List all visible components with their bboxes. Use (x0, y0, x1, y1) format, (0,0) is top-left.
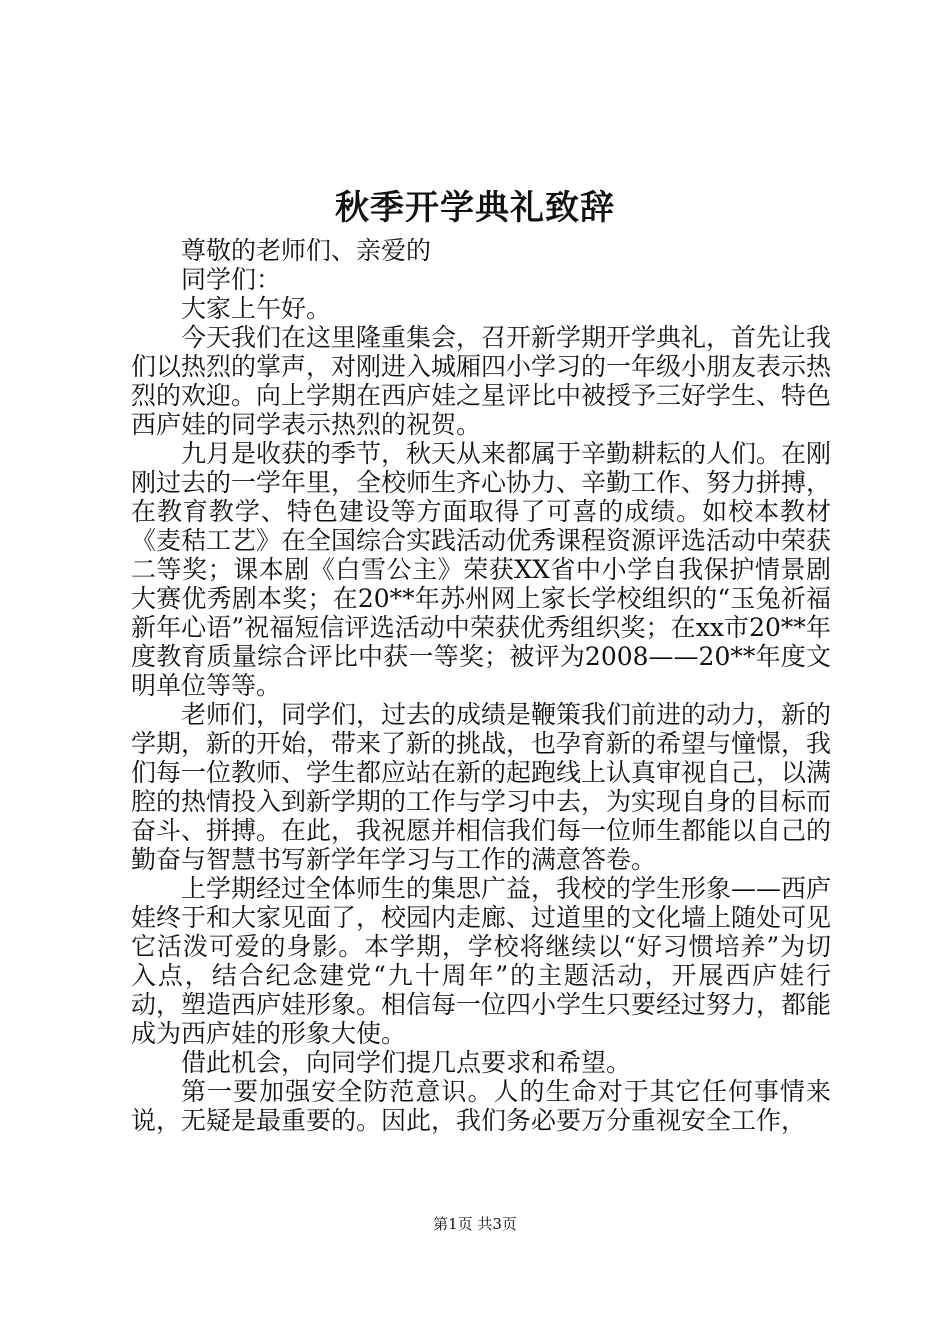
paragraph-safety: 第一要加强安全防范意识。人的生命对于其它任何事情来说，无疑是最重要的。因此，我们务必要万分重视安全工作， (131, 1077, 831, 1135)
paragraph-greeting: 尊敬的老师们、亲爱的 (181, 236, 432, 265)
paragraph-achievements: 九月是收获的季节，秋天从来都属于辛勤耕耘的人们。在刚刚过去的一学年里，全校师生齐心协力、辛勤工作、努力拼搏，在教育教学、特色建设等方面取得了可喜的成绩。如校本教材《麦秸工艺》在全国综合实践活动优秀课程资源评选活动中荣获二等奖；课本剧《白雪公主》荣获XX省中小学自我保护情景剧大赛优秀剧本奖；在20**年苏州网上家长学校组织的“玉兔祈福新年心语”祝福短信评选活动中荣获优秀组织奖；在xx市20**年度教育质量综合评比中获一等奖；被评为2008——20**年度文明单位等等。 (131, 439, 832, 700)
page-footer: 第1页 共3页 (433, 1215, 517, 1233)
document-title: 秋季开学典礼致辞 (335, 188, 615, 228)
paragraph-good-morning: 大家上午好。 (181, 294, 332, 323)
document-body (131, 236, 831, 1135)
paragraph-new-semester: 老师们，同学们，过去的成绩是鞭策我们前进的动力，新的学期，新的开始，带来了新的挑战，也孕育新的希望与憧憬，我们每一位教师、学生都应站在新的起跑线上认真审视自己，以满腔的热情投入到新学期的工作与学习中去，为实现自身的目标而奋斗、拼搏。在此，我祝愿并相信我们每一位师生都能以自己的勤奋与智慧书写新学年学习与工作的满意答卷。 (131, 700, 832, 874)
paragraph-student-image: 上学期经过全体师生的集思广益，我校的学生形象——西庐娃终于和大家见面了，校园内走廊、过道里的文化墙上随处可见它活泼可爱的身影。本学期，学校将继续以“好习惯培养”为切入点，结合纪念建党“九十周年”的主题活动，开展西庐娃行动，塑造西庐娃形象。相信每一位四小学生只要经过努力，都能成为西庐娃的形象大使。 (131, 874, 832, 1048)
paragraph-welcome: 今天我们在这里隆重集会，召开新学期开学典礼，首先让我们以热烈的掌声，对刚进入城厢四小学习的一年级小朋友表示热烈的欢迎。向上学期在西庐娃之星评比中被授予三好学生、特色西庐娃的同学表示热烈的祝贺。 (131, 323, 832, 439)
paragraph-greeting-continued: 同学们： (181, 265, 282, 294)
paragraph-requirements-intro: 借此机会，向同学们提几点要求和希望。 (181, 1048, 632, 1077)
